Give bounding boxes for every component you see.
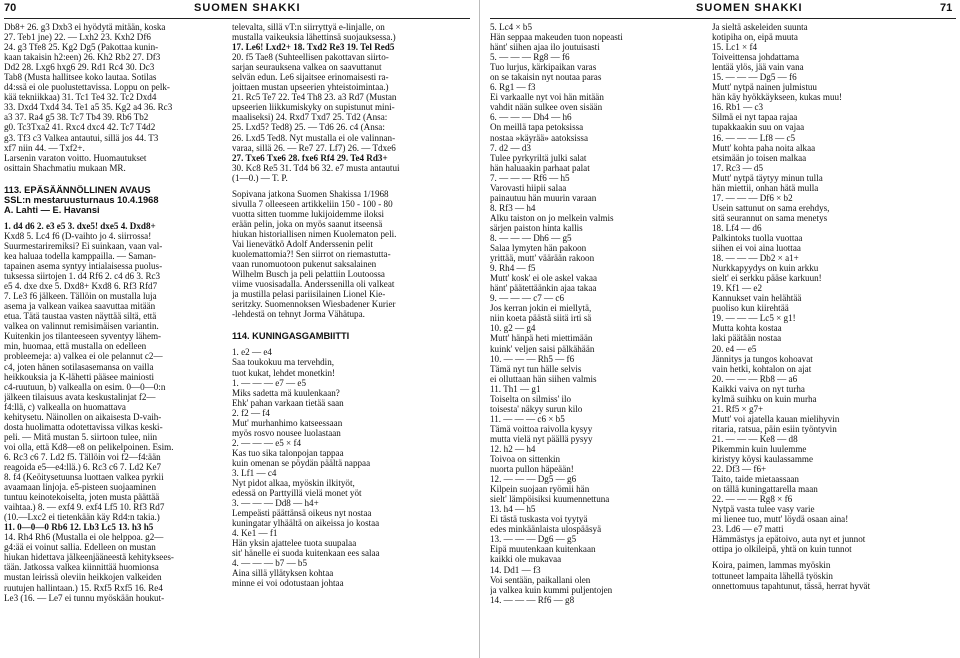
text-line: kuningatar ylhäältä on aikeissa jo kostaa — [232, 518, 380, 529]
text-line: Saa toukokuu ma tervehdin, — [232, 357, 335, 368]
text-line: maaliseksi) 24. Rxd7 Txd7 25. Td2 (Ansa: — [232, 112, 388, 123]
text-line: 23. Ld6 — e7 matti — [712, 524, 784, 535]
text-line: Ja sieltä askeleiden suunta — [712, 22, 808, 32]
text-line: kuolemattomia?! Sen siirrot on riemastutta- — [232, 249, 391, 260]
text-line: 11. 0—0—0 Rb6 12. Lb3 Lc5 13. h3 h5 — [4, 522, 154, 533]
text-line: 7. d2 — d3 — [490, 142, 531, 153]
text-line: tuntuu keinotekoiselta, joten musta päättää — [4, 492, 160, 503]
text-line: kotipiha on, eipä muuta — [712, 32, 798, 43]
text-line: 2. — — — e5 × f4 — [232, 437, 302, 448]
text-line: Taito, taide mietaassaan — [712, 474, 799, 485]
right-page-column-1 — [490, 22, 704, 605]
text-line: 27. Teb1 jne) 22. — Lxh2 23. Kxh2 Df6 — [4, 32, 151, 43]
text-line: etsimään jo toisen malkaa — [712, 152, 807, 163]
text-line: televalta, sillä vT:n siirryttyä e-linjalle, on — [232, 22, 385, 32]
game-heading: 114. KUNINGASGAMBIITTI — [232, 331, 350, 342]
header-rule-left — [4, 18, 470, 19]
text-line: 14. Dd1 — f3 — [490, 564, 541, 575]
text-line: 27. Txe6 Txe6 28. fxe6 Rf4 29. Te4 Rd3+ — [232, 152, 388, 163]
text-line: jälkeen tilaisuus avata keskustalinjat f2— — [4, 391, 156, 402]
text-line: mustalla vaikeuksia lähettinsä suojauksessa.) — [232, 32, 396, 43]
text-line: kehitysetu. Näinollen on aikaisesta D-vaih- — [4, 411, 162, 422]
text-line: vain hetki, kohtalon on ajat — [712, 363, 812, 374]
text-line: Kxd8 5. Lc4 f6 (D-vaihto jo 4. siirrossa! — [4, 230, 152, 241]
text-line: 20. f5 Tae8 (Suhteellisen pakottavan siirto- — [232, 52, 389, 63]
text-line: 11. — — — c6 × b5 — [490, 413, 565, 424]
text-line: 13. h4 — h5 — [490, 504, 536, 515]
text-line: c4, joten hänen sotilasasemansa on vailla — [4, 361, 154, 372]
text-line: Nurkkapyydys on kuin arkku — [712, 263, 819, 274]
text-line: yrittää, mutt' väärään rakoon — [490, 253, 595, 264]
text-line: 25. Lxd5? Ted8) 25. — Td6 26. c4 (Ansa: — [232, 122, 385, 133]
text-line: on se takaisin nyt noutaa paras — [490, 72, 602, 83]
text-line: 17. Le6! Lxd2+ 18. Txd2 Re3 19. Tel Red5 — [232, 42, 395, 53]
text-line: reagoida e5—e4:llä.) 6. Rc3 c6 7. Ld2 Ke7 — [4, 461, 162, 472]
text-line: 21. Rc5 Te7 22. Te4 Th8 23. a3 Rd7 (Mustan — [232, 92, 397, 103]
text-line: 8. — — — Dh6 — g5 — [490, 232, 572, 243]
text-line: minne ei voi odotustaan johtaa — [232, 578, 344, 589]
text-line: -lehdestä on tehnyt Jorma Vähätupa. — [232, 309, 365, 320]
text-line: 1. d4 d6 2. e3 e5 3. dxe5! dxe5 4. Dxd8+ — [4, 220, 156, 231]
text-line: 22. — — — Rg8 × f6 — [712, 494, 793, 505]
text-line: on tällä kuningattarella maan — [712, 484, 818, 495]
text-line: hän miettii, onhan hätä mulla — [712, 182, 819, 193]
text-line: 5. Lc4 × b5 — [490, 22, 533, 32]
text-line: 4. Ke1 — f1 — [232, 528, 278, 539]
text-line: 8. Rf3 — h4 — [490, 202, 536, 213]
text-line: upseerien liikkumiskyky on supistunut mini- — [232, 102, 395, 113]
text-line: Wilhelm Busch ja peli pelattiin Loutoossa — [232, 269, 385, 280]
page-number-left: 70 — [4, 2, 17, 14]
text-line: xf7 niin 44. — Txf2+. — [4, 142, 85, 153]
text-line: (1—0.) — T. P. — [232, 172, 288, 183]
text-line: Suurmestariremiksi? Ei suinkaan, vaan val- — [4, 240, 163, 251]
text-line: erään pelin, joka on myös saanut itseensä — [232, 218, 383, 229]
text-line: mustan leirissä oleviin heikkojen valkeiden — [4, 572, 162, 583]
text-line: 8. f4 (Keöitysetuunsa luottaen valkea pyrkii — [4, 472, 164, 483]
text-line: 17. — — — Df6 × b2 — [712, 192, 793, 203]
text-line: varaa, sillä 26. — Re7 27. Lf7) 26. — Tdxe6 — [232, 142, 396, 153]
text-line: Mut' murhanhimo katseessaan — [232, 417, 343, 428]
text-line: sielt' ei serkku pääse karkuun! — [712, 273, 822, 284]
text-line: 18. Lf4 — d6 — [712, 222, 762, 233]
text-line: 1. — — — e7 — e5 — [232, 377, 307, 388]
text-line: siihen ei voi aina luottaa — [712, 243, 801, 254]
text-line: mi lienee tuo, mutt' löydä osaan aina! — [712, 514, 849, 525]
text-line: Lempeästi päättänsä oikeus nyt nostaa — [232, 508, 372, 519]
text-line: e5 4. dxe dxe 5. Dxd8+ Kxd8 6. Rf3 Rfd7 — [4, 281, 158, 292]
text-line: 20. — — — Rb8 — a6 — [712, 373, 798, 384]
text-line: Kilpein suojaan ryömii hän — [490, 484, 590, 495]
text-line: selvän edun. Le6 sijaitsee erinomaisesti ra- — [232, 72, 389, 83]
text-line: 16. — — — Lf8 — c5 — [712, 132, 796, 143]
text-line: 33. Dxd4 Txd4 34. Te1 a5 35. Kg2 a4 36. Rc3 — [4, 102, 173, 113]
text-line: kylmä suihku on kuin murha — [712, 393, 817, 404]
text-line: Tämä voittoa raivolla kysyy — [490, 423, 593, 434]
text-line: 21. Rf5 × g7+ — [712, 403, 764, 414]
text-line: peli. — Mitä mustan 5. siirtoon tulee, niin — [4, 431, 158, 442]
text-line: tottuneet lampaita lähellä työskin — [712, 570, 833, 581]
text-line: kuin omenan se pöydän päältä nappaa — [232, 457, 371, 468]
text-line: myös rosvo nousee luolastaan — [232, 427, 341, 438]
text-line: 3. — — — Dd8 — h4+ — [232, 498, 319, 509]
text-line: nostaa »käyrää» aatoksissa — [490, 132, 588, 143]
text-line: sitä seurannut on sama menetys — [712, 212, 828, 223]
text-line: hänt' siihen ajaa ilo joutuisasti — [490, 42, 600, 53]
running-header-right: SUOMEN SHAKKI — [696, 2, 803, 14]
text-line: Hän yksin ajattelee tuota suupalaa — [232, 538, 357, 549]
game-heading: A. Lahti — E. Havansi — [4, 204, 100, 215]
text-line: 12. h2 — h4 — [490, 443, 536, 454]
text-line: 12. — — — Dg5 — g6 — [490, 474, 577, 485]
text-line: 2. f2 — f4 — [232, 407, 270, 418]
text-line: Ehk' pahan varkaan tietää saan — [232, 397, 344, 408]
page-number-right: 71 — [940, 2, 953, 14]
text-line: nuorta pullon häpeään! — [490, 464, 574, 475]
text-line: heikkouksia ja K-lähetti pääsee mainiosti — [4, 371, 155, 382]
text-line: ja mustilla pelasi pariisilainen Lionel Kie- — [232, 289, 386, 300]
text-line: d4:ssä ei ole puolustettavissa. Loppu on pelk- — [4, 82, 170, 93]
header-rule-right — [490, 18, 956, 19]
text-line: Eipä muutenkaan kuitenkaan — [490, 544, 596, 555]
text-line: hiukan hidettava jälkeenjääneestä kehityksees- — [4, 552, 174, 563]
text-line: sivulla 7 olleeseen artikkeliin 150 - 100 - 80 — [232, 198, 393, 209]
left-page-column-2 — [232, 22, 472, 589]
text-line: Tulee pyrkyriltä julki salat — [490, 152, 587, 163]
line-spacer — [232, 319, 472, 331]
text-line: avaamaan linjoja. e5-pisteen suojaaminen — [4, 482, 157, 493]
text-line: Kannukset vain helähtää — [712, 293, 802, 304]
text-line: sarjan seurauksena valkea on saavuttanut — [232, 62, 382, 73]
text-line: tään. Jatkossa valkea kiinnittää huomionsa — [4, 562, 159, 573]
text-line: Voi sentään, paikallani olen — [490, 574, 591, 585]
line-spacer — [4, 173, 226, 185]
text-line: 10. — — — Rh5 — f6 — [490, 353, 575, 364]
text-line: Mutt' kosk' ei ole askel vakaa — [490, 273, 598, 284]
text-line: Toiveittensa johdattama — [712, 52, 799, 63]
text-line: 7. Le3 f6 jälkeen. Tällöin on mustalla luja — [4, 291, 157, 302]
text-line: 6. Rg1 — f3 — [490, 82, 536, 93]
text-line: Toivoa on sittenkin — [490, 454, 561, 465]
text-line: 11. Th1 — g1 — [490, 383, 541, 394]
text-line: Kaikki vaiva on nyt turha — [712, 383, 805, 394]
text-line: Kuitenkin jos tilanteeseen syventyy lähem- — [4, 331, 162, 342]
text-line: Mutt' kohta paha noita alkaa — [712, 142, 816, 153]
text-line: 24. g3 Tfe8 25. Kg2 Dg5 (Pakottaa kunin- — [4, 42, 159, 53]
text-line: Mutt' voi ajatella kauan mielihyvin — [712, 413, 840, 424]
text-line: Hän seppaa makeuden tuon nopeasti — [490, 32, 623, 43]
text-line: Hämmästys ja epätoivo, auta nyt et junnot — [712, 534, 866, 545]
text-line: 10. g2 — g4 — [490, 323, 536, 334]
text-line: ruutujen hallintaan.) 15. Rxf5 Rxf5 16. Re4 — [4, 582, 163, 593]
text-line: Miks sadetta mä kuulenkaan? — [232, 387, 340, 398]
text-line: hän haluaakin parhaat palat — [490, 162, 590, 173]
text-line: g3. Tf3 c3 Valkea antautui, sillä jos 44. T3 — [4, 132, 159, 143]
text-line: f4:llä, c) valkealla on huomattava — [4, 401, 126, 412]
text-line: niin koeta päästä siitä irti sä — [490, 313, 592, 324]
text-line: Usein sattunut on sama erehdys, — [712, 202, 830, 213]
text-line: Sopivana jatkona Suomen Shakissa 1/1968 — [232, 188, 389, 199]
text-line: 9. — — — c7 — c6 — [490, 293, 565, 304]
text-line: ei olluttaan hän siihen valmis — [490, 373, 597, 384]
game-heading: SSL:n mestaruusturnaus 10.4.1968 — [4, 194, 159, 205]
text-line: Ei tästä tuskasta voi tyytyä — [490, 514, 588, 525]
text-line: 19. Kf1 — e2 — [712, 283, 763, 294]
text-line: sielt' lämpöisiksi kuumennettuna — [490, 494, 610, 505]
text-line: Tuo lurjus, kärkipaikan varas — [490, 62, 597, 73]
text-line: seritzky. Suomennoksen Wiesbadener Kurier — [232, 299, 396, 310]
text-line: voi olla, että Kd8—e8 on pelikelpoinen. Esim. — [4, 441, 174, 452]
text-line: 9. Rh4 — f5 — [490, 263, 536, 274]
text-line: Koira, paimen, lammas myöskin — [712, 560, 831, 571]
text-line: 20. e4 — e5 — [712, 343, 757, 354]
text-line: Pikemmin kuin luulemme — [712, 443, 807, 454]
text-line: 14. Rh4 Rh6 (Mustalla ei ole helppoa. g2— — [4, 532, 164, 543]
text-line: etua. Tätä taustaa vasten näyttää siltä, että — [4, 311, 157, 322]
text-line: vaan runomuotoon pukenut saksalainen — [232, 259, 377, 270]
text-line: min, huomaa, että mustalla on edelleen — [4, 341, 147, 352]
text-line: Varovasti hiipii salaa — [490, 182, 567, 193]
text-line: tuksessa siirtojen 1. d4 Rf6 2. c4 d6 3. Rc3 — [4, 271, 161, 282]
text-line: c4-ruutuun, b) valkealla on esim. 0—0—0:n — [4, 381, 166, 392]
text-line: osittain Shachmatiu mukaan MR. — [4, 162, 126, 173]
text-line: 19. — — — Lc5 × g1! — [712, 313, 796, 324]
text-line: Mutta kohta kostaa — [712, 323, 782, 334]
text-line: 4. — — — b7 — b5 — [232, 558, 308, 569]
text-line: Jännitys ja tungos kohoavat — [712, 353, 813, 364]
page-gutter — [479, 0, 480, 658]
text-line: Kas tuo sika talonpojan tappaa — [232, 447, 344, 458]
text-line: Mutt' hänpä heti miettimään — [490, 333, 593, 344]
text-line: ritaria, ratsua, päin esiin työntyvin — [712, 423, 837, 434]
text-line: mutta vielä nyt päällä pysyy — [490, 433, 593, 444]
left-page-column-1 — [4, 22, 226, 603]
text-line: painautuu hän muurin varaan — [490, 192, 597, 203]
text-line: hänt' päätettäänkin ajaa takaa — [490, 283, 597, 294]
text-line: kiristyy köysi kaulassamme — [712, 454, 814, 465]
text-line: dosta huolimatta odotettavissa vilkas keski- — [4, 421, 163, 432]
text-line: hiukan historiallisen nimen Kuolematon peli. — [232, 228, 397, 239]
text-line: Silmä ei nyt tapaa rajaa — [712, 112, 798, 123]
text-line: 22. Df3 — f6+ — [712, 464, 767, 475]
text-line: sit' hänelle ei suoda kuitenkaan ees salaa — [232, 548, 380, 559]
text-line: onnettomuus tapahtunut, tässä, herrat hyvät — [712, 580, 871, 591]
text-line: edessä on Parttyillä vielä monet yöt — [232, 488, 362, 499]
text-line: laki päätään nostaa — [712, 333, 782, 344]
text-line: 15. — — — Dg5 — f6 — [712, 72, 797, 83]
text-line: Toiselta on silmiss' ilo — [490, 393, 572, 404]
text-line: 6. — — — Dh4 — h6 — [490, 112, 572, 123]
running-header-left: SUOMEN SHAKKI — [194, 2, 301, 14]
text-line: a3 37. Ra4 g5 38. Tc7 Tb4 39. Rb6 Tb2 — [4, 112, 149, 123]
text-line: Nyt pidot alkaa, myöskin ilkityöt, — [232, 478, 355, 489]
text-line: viime vuosisadalla. Anderssenilla oli valkeat — [232, 279, 395, 290]
text-line: On meillä tapa petoksissa — [490, 122, 584, 133]
text-line: Dd2 28. Lxg6 hxg6 29. Rd1 Rc4 30. Dc3 — [4, 62, 155, 73]
text-line: toisesta' näkyy surun kilo — [490, 403, 583, 414]
text-line: 5. — — — Rg8 — f6 — [490, 52, 570, 63]
text-line: Larsenin varaton voitto. Huomautukset — [4, 152, 147, 163]
text-line: 30. Kc8 Re5 31. Td4 b6 32. e7 musta antautui — [232, 162, 400, 173]
text-line: Vai lienevätkö Adolf Anderssenin pelit — [232, 238, 373, 249]
text-line: asema ja valkean vaikea saavuttaa mitään — [4, 301, 156, 312]
text-line: g4:ää ei voinut sallia. Edelleen on mustan — [4, 542, 156, 553]
game-heading: 113. EPÄSÄÄNNÖLLINEN AVAUS — [4, 184, 151, 195]
text-line: kea haluaa todella kamppailla. — Saman- — [4, 250, 157, 261]
text-line: tuot kukat, lehdet monetkin! — [232, 367, 336, 378]
text-line: puoliso kun kiirehtää — [712, 303, 789, 314]
text-line: Mutt' nytpä nainen julmistuu — [712, 82, 817, 93]
text-line: Tab8 (Musta hallitsee koko lautaa. Sotilas — [4, 72, 157, 83]
text-line: tapainen asema syntyy intialaisessa puolus- — [4, 261, 163, 272]
text-line: 15. Lc1 × f4 — [712, 42, 758, 53]
text-line: kää tekniikkaa) 31. Tc1 Te4 32. Tc2 Dxd4 — [4, 92, 157, 103]
text-line: ottipa jo olkileipä, yhtä on kuin tunnot — [712, 544, 852, 555]
text-line: Nytpä vasta tulee vasy varie — [712, 504, 815, 515]
text-line: vahdit nään sulkee oven sisään — [490, 102, 603, 113]
text-line: hän käy hyökkäykseen, kukas muu! — [712, 92, 843, 103]
text-line: edes minkäänlaista ulospääsyä — [490, 524, 602, 535]
text-line: (10.—Lxc2 ei tietenkään käy Rd4:n takia.) — [4, 512, 160, 523]
text-line: 14. — — — Rf6 — g8 — [490, 594, 575, 605]
text-line: 6. Rc3 c6 7. Ld2 f5. Tällöin voi f2—f4:ään — [4, 451, 161, 462]
text-line: valkea on valinnut remisimäisen variantin. — [4, 321, 159, 332]
text-line: tupakkaakin suu on vajaa — [712, 122, 805, 133]
text-line: vuotta sitten tuomme lukijoidemme iloksi — [232, 208, 385, 219]
text-line: Le3 (16. — Le7 ei tunnu myöskään houkut- — [4, 592, 165, 603]
text-line: lentää ylös, jää vain vana — [712, 62, 804, 73]
text-line: kaikki ole mukavaa — [490, 554, 562, 565]
text-line: ja valkea kuin kummi puljentojen — [490, 584, 613, 595]
text-line: 21. — — — Ke8 — d8 — [712, 433, 798, 444]
text-line: Salaa lymyten hän pakoon — [490, 243, 587, 254]
text-line: kaan takaisin h2:een) 26. Kh2 Rb2 27. Df3 — [4, 52, 161, 63]
text-line: Tämä nyt tun hälle selvis — [490, 363, 582, 374]
text-line: Db8+ 26. g3 Dxb3 ei hyödytä mitään, koska — [4, 22, 166, 32]
text-line: kuink' veljen saisi pälkähään — [490, 343, 595, 354]
text-line: 17. Rc3 — d5 — [712, 162, 764, 173]
text-line: Ei varkaalle nyt voi hän mitään — [490, 92, 604, 103]
text-line: Jos kerran jokin ei miellytä, — [490, 303, 592, 314]
text-line: vaihtaa.) 8. — exf4 9. exf4 Lf5 10. Rf3 Rd7 — [4, 502, 165, 513]
text-line: Aina sillä yllätyksen kohtaa — [232, 568, 334, 579]
text-line: 3. Lf1 — c4 — [232, 467, 277, 478]
text-line: Palkintoks tuolla vuottaa — [712, 232, 803, 243]
text-line: 7. — — — Rf6 — h5 — [490, 172, 570, 183]
text-line: 26. Lxd5 Ted8. Nyt mustalla ei ole valinnan- — [232, 132, 396, 143]
text-line: 13. — — — Dg6 — g5 — [490, 534, 577, 545]
text-line: särjen paiston hinta kallis — [490, 222, 583, 233]
text-line: Alku taiston on jo melkein valmis — [490, 212, 614, 223]
text-line: joittaen mustan upseerien yhteistoimintaa.) — [232, 82, 389, 93]
text-line: 16. Rb1 — c3 — [712, 102, 764, 113]
text-line: probleemeja: a) valkea ei ole pelannut c2— — [4, 351, 163, 362]
text-line: Mutt' nytpä täytyy minun tulla — [712, 172, 823, 183]
right-page-column-2 — [712, 22, 956, 591]
text-line: g0. Tc3Txa2 41. Rxc4 dxc4 42. Tc7 T4d2 — [4, 122, 156, 133]
text-line: 18. — — — Db2 × a1+ — [712, 253, 799, 264]
text-line: 1. e2 — e4 — [232, 347, 272, 358]
